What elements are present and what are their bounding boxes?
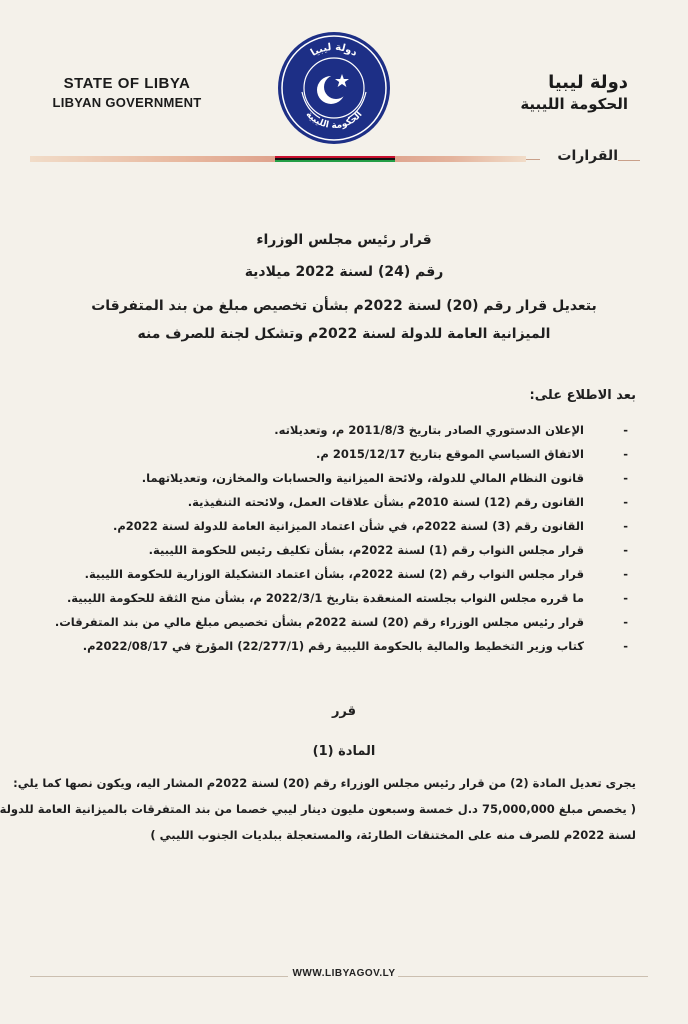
header-divider-line (526, 159, 540, 160)
header-en-state: STATE OF LIBYA (63, 75, 191, 92)
list-item (54, 490, 634, 514)
list-dash: - (623, 543, 628, 557)
seal-text-top: دولة ليبيا (308, 41, 360, 59)
list-dash: - (623, 471, 628, 485)
list-dash: - (623, 519, 628, 533)
list-dash: - (623, 615, 628, 629)
list-item (54, 586, 634, 610)
list-item (54, 610, 634, 634)
list-dash: - (623, 567, 628, 581)
list-item (54, 442, 634, 466)
list-item (54, 562, 634, 586)
reference-text: قانون النظام المالي للدولة، ولائحة الميزانية والحسابات والمخازن، وتعديلاتهما. (141, 471, 584, 485)
reference-text: القانون رقم (3) لسنة 2022م، في شأن اعتماد الميزانية العامة للدولة لسنة 2022م. (112, 519, 584, 533)
header-ar-state: دولة ليبيا (548, 72, 628, 93)
footer-website: WWW.LIBYAGOV.LY (292, 968, 396, 979)
header-english (52, 74, 202, 112)
section-label: القرارات (557, 148, 618, 164)
government-seal-icon (276, 30, 392, 146)
list-dash: - (623, 447, 628, 461)
decree-subject-line2: الميزانية العامة للدولة لسنة 2022م وتشكل لجنة للصرف منه (137, 326, 551, 342)
list-dash: - (623, 423, 628, 437)
preamble-heading: بعد الاطلاع على: (529, 388, 636, 403)
article-text-line2: ( يخصص مبلغ 75,000,000 د.ل خمسة وسبعون مليون دينار ليبي خصما من بند المتفرقات بالميزانية العامة للدولة (0, 802, 636, 816)
section-label-line (618, 160, 640, 161)
header-divider-bar (30, 156, 526, 162)
list-item (54, 538, 634, 562)
decree-subject-line1: بتعديل قرار رقم (20) لسنة 2022م بشأن تخصيص مبلغ من بند المتفرقات (91, 298, 597, 314)
decision-heading: قرر (331, 704, 357, 719)
reference-text: قرار مجلس النواب رقم (2) لسنة 2022م، بشأن اعتماد التشكيلة الوزارية للحكومة الليبية. (84, 567, 584, 581)
list-item (54, 466, 634, 490)
decree-issuer: قرار رئيس مجلس الوزراء (256, 232, 432, 248)
preamble-list (54, 418, 634, 658)
reference-text: كتاب وزير التخطيط والمالية بالحكومة الليبية رقم (22/277/1) المؤرخ في 2022/08/17م. (82, 639, 584, 653)
article-text-line1: يجرى تعديل المادة (2) من قرار رئيس مجلس الوزراء رقم (20) لسنة 2022م المشار اليه، ويكون نصها كما يلي: (13, 776, 636, 790)
decree-number: رقم (24) لسنة 2022 ميلادية (244, 264, 444, 280)
reference-text: القانون رقم (12) لسنة 2010م بشأن علاقات العمل، ولائحته التنفيذية. (187, 495, 584, 509)
list-dash: - (623, 639, 628, 653)
header-en-government: LIBYAN GOVERNMENT (52, 95, 202, 110)
header-arabic (478, 72, 628, 114)
reference-text: الإعلان الدستوري الصادر بتاريخ 2011/8/3 م، وتعديلاته. (274, 423, 584, 437)
header-ar-government: الحكومة الليبية (520, 95, 628, 113)
seal-text-bottom: الحكومة الليبية (303, 109, 365, 132)
reference-text: قرار رئيس مجلس الوزراء رقم (20) لسنة 2022م بشأن تخصيص مبلغ مالي من بند المتفرقات. (54, 615, 584, 629)
reference-text: الاتفاق السياسي الموقع بتاريخ 2015/12/17 م. (316, 447, 584, 461)
reference-text: قرار مجلس النواب رقم (1) لسنة 2022م، بشأن تكليف رئيس للحكومة الليبية. (148, 543, 584, 557)
reference-text: ما قرره مجلس النواب بجلسته المنعقدة بتاريخ 2022/3/1 م، بشأن منح الثقة للحكومة الليبية. (66, 591, 584, 605)
list-dash: - (623, 591, 628, 605)
article-text-line3: لسنة 2022م للصرف منه على المختنقات الطارئة، والمستعجلة ببلديات الجنوب الليبي ) (150, 828, 636, 842)
flag-stripe (275, 156, 395, 162)
list-dash: - (623, 495, 628, 509)
article-title: المادة (1) (312, 744, 376, 759)
list-item (54, 634, 634, 658)
list-item (54, 418, 634, 442)
list-item (54, 514, 634, 538)
